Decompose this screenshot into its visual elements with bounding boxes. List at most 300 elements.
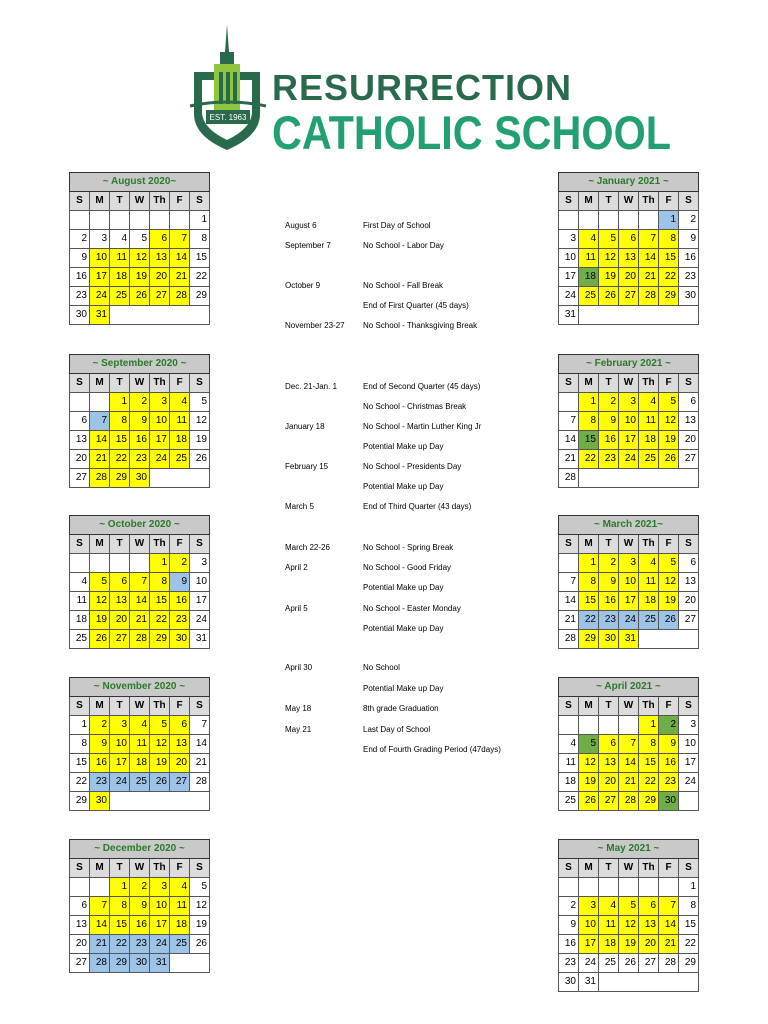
day-cell: 28 (559, 630, 579, 649)
weekday-header: W (619, 374, 639, 393)
day-cell: 10 (619, 573, 639, 592)
day-cell: 5 (90, 573, 110, 592)
day-cell: 10 (110, 735, 130, 754)
day-cell: 3 (110, 716, 130, 735)
day-cell: 30 (130, 469, 150, 488)
day-cell: 12 (90, 592, 110, 611)
weekday-header: M (90, 859, 110, 878)
day-cell: 6 (679, 554, 699, 573)
day-cell: 12 (150, 735, 170, 754)
weekday-header: Th (150, 374, 170, 393)
day-cell: 16 (90, 754, 110, 773)
day-cell: 4 (70, 573, 90, 592)
day-cell: 23 (659, 773, 679, 792)
weekday-header: S (70, 192, 90, 211)
day-cell: 9 (559, 916, 579, 935)
day-cell: 18 (559, 773, 579, 792)
weekday-header: Th (639, 535, 659, 554)
day-cell: 20 (70, 935, 90, 954)
empty-cell (559, 716, 579, 735)
day-cell: 2 (559, 897, 579, 916)
day-cell: 19 (659, 431, 679, 450)
event-description: Last Day of School (363, 725, 431, 734)
weekday-header: Th (639, 374, 659, 393)
weekday-header: W (619, 859, 639, 878)
weekday-header: S (679, 374, 699, 393)
month-calendar (558, 515, 699, 649)
empty-cell (110, 554, 130, 573)
day-cell: 4 (170, 393, 190, 412)
weekday-header: T (599, 535, 619, 554)
day-cell: 8 (579, 412, 599, 431)
day-cell: 27 (639, 954, 659, 973)
day-cell: 4 (559, 735, 579, 754)
events-list (285, 0, 545, 1024)
empty-cell (170, 954, 210, 973)
day-cell: 7 (90, 412, 110, 431)
day-cell: 19 (190, 431, 210, 450)
day-cell: 7 (559, 412, 579, 431)
day-cell: 30 (659, 792, 679, 811)
day-cell: 20 (619, 268, 639, 287)
day-cell: 14 (559, 592, 579, 611)
day-cell: 26 (150, 773, 170, 792)
day-cell: 9 (170, 573, 190, 592)
day-cell: 29 (579, 630, 599, 649)
weekday-header: M (579, 859, 599, 878)
day-cell: 27 (170, 773, 190, 792)
day-cell: 4 (130, 716, 150, 735)
day-cell: 29 (190, 287, 210, 306)
weekday-header: S (190, 697, 210, 716)
day-cell: 3 (559, 230, 579, 249)
day-cell: 17 (579, 935, 599, 954)
day-cell: 10 (150, 897, 170, 916)
weekday-header: T (599, 697, 619, 716)
day-cell: 4 (170, 878, 190, 897)
weekday-header: F (170, 535, 190, 554)
weekday-header: S (679, 192, 699, 211)
weekday-header: S (559, 859, 579, 878)
day-cell: 18 (130, 754, 150, 773)
month-title: ~ September 2020 ~ (70, 355, 210, 374)
weekday-header: S (190, 192, 210, 211)
day-cell: 13 (170, 735, 190, 754)
day-cell: 28 (90, 469, 110, 488)
day-cell: 5 (579, 735, 599, 754)
day-cell: 19 (599, 268, 619, 287)
day-cell: 31 (150, 954, 170, 973)
day-cell: 30 (170, 630, 190, 649)
day-cell: 22 (579, 450, 599, 469)
day-cell: 22 (639, 773, 659, 792)
day-cell: 22 (659, 268, 679, 287)
day-cell: 24 (619, 450, 639, 469)
day-cell: 2 (130, 393, 150, 412)
day-cell: 16 (130, 431, 150, 450)
weekday-header: T (599, 859, 619, 878)
day-cell: 18 (639, 431, 659, 450)
empty-cell (579, 469, 699, 488)
day-cell: 4 (599, 897, 619, 916)
empty-cell (619, 878, 639, 897)
day-cell: 31 (559, 306, 579, 325)
day-cell: 15 (679, 916, 699, 935)
month-title: ~ May 2021 ~ (559, 840, 699, 859)
weekday-header: W (130, 697, 150, 716)
day-cell: 11 (110, 249, 130, 268)
event-description: Potential Make up Day (363, 442, 444, 451)
day-cell: 23 (70, 287, 90, 306)
weekday-header: T (599, 192, 619, 211)
weekday-header: F (170, 374, 190, 393)
event-description: Potential Make up Day (363, 583, 444, 592)
event-description: No School - Labor Day (363, 241, 444, 250)
event-description: First Day of School (363, 221, 431, 230)
day-cell: 20 (70, 450, 90, 469)
day-cell: 6 (599, 735, 619, 754)
day-cell: 22 (110, 450, 130, 469)
weekday-header: S (679, 697, 699, 716)
day-cell: 25 (579, 287, 599, 306)
weekday-header: S (679, 859, 699, 878)
day-cell: 25 (639, 450, 659, 469)
weekday-header: T (599, 374, 619, 393)
day-cell: 26 (619, 954, 639, 973)
day-cell: 20 (110, 611, 130, 630)
day-cell: 14 (170, 249, 190, 268)
day-cell: 17 (150, 916, 170, 935)
day-cell: 7 (190, 716, 210, 735)
school-crest-icon (186, 22, 270, 154)
day-cell: 10 (190, 573, 210, 592)
day-cell: 5 (150, 716, 170, 735)
empty-cell (70, 878, 90, 897)
day-cell: 21 (130, 611, 150, 630)
day-cell: 13 (639, 916, 659, 935)
day-cell: 9 (599, 573, 619, 592)
day-cell: 17 (679, 754, 699, 773)
day-cell: 1 (579, 554, 599, 573)
day-cell: 19 (90, 611, 110, 630)
day-cell: 12 (619, 916, 639, 935)
empty-cell (679, 792, 699, 811)
day-cell: 21 (170, 268, 190, 287)
day-cell: 18 (110, 268, 130, 287)
day-cell: 1 (110, 393, 130, 412)
event-description: End of Second Quarter (45 days) (363, 382, 481, 391)
event-description: No School - Martin Luther King Jr (363, 422, 482, 431)
event-description: Potential Make up Day (363, 624, 444, 633)
day-cell: 10 (679, 735, 699, 754)
event-description: No School - Spring Break (363, 543, 454, 552)
day-cell: 28 (619, 792, 639, 811)
day-cell: 2 (130, 878, 150, 897)
day-cell: 27 (150, 287, 170, 306)
day-cell: 26 (659, 450, 679, 469)
empty-cell (90, 393, 110, 412)
day-cell: 22 (150, 611, 170, 630)
day-cell: 2 (70, 230, 90, 249)
empty-cell (130, 554, 150, 573)
weekday-header: S (190, 859, 210, 878)
day-cell: 16 (130, 916, 150, 935)
event-description: End of Third Quarter (43 days) (363, 502, 472, 511)
day-cell: 1 (190, 211, 210, 230)
empty-cell (599, 716, 619, 735)
day-cell: 30 (679, 287, 699, 306)
day-cell: 22 (110, 935, 130, 954)
day-cell: 15 (110, 431, 130, 450)
empty-cell (639, 630, 699, 649)
day-cell: 24 (110, 773, 130, 792)
day-cell: 17 (559, 268, 579, 287)
event-description: No School - Presidents Day (363, 462, 462, 471)
day-cell: 3 (619, 393, 639, 412)
day-cell: 7 (170, 230, 190, 249)
day-cell: 28 (170, 287, 190, 306)
day-cell: 5 (190, 878, 210, 897)
event-description: No School - Easter Monday (363, 604, 461, 613)
day-cell: 23 (599, 450, 619, 469)
empty-cell (90, 878, 110, 897)
weekday-header: S (190, 374, 210, 393)
empty-cell (639, 211, 659, 230)
day-cell: 12 (130, 249, 150, 268)
day-cell: 8 (190, 230, 210, 249)
day-cell: 1 (639, 716, 659, 735)
day-cell: 9 (70, 249, 90, 268)
day-cell: 13 (599, 754, 619, 773)
weekday-header: Th (150, 192, 170, 211)
weekday-header: F (170, 859, 190, 878)
day-cell: 17 (90, 268, 110, 287)
day-cell: 10 (150, 412, 170, 431)
empty-cell (579, 716, 599, 735)
day-cell: 23 (130, 935, 150, 954)
empty-cell (559, 211, 579, 230)
day-cell: 8 (639, 735, 659, 754)
day-cell: 11 (70, 592, 90, 611)
day-cell: 30 (130, 954, 150, 973)
day-cell: 8 (110, 897, 130, 916)
day-cell: 20 (679, 431, 699, 450)
empty-cell (599, 878, 619, 897)
day-cell: 15 (639, 754, 659, 773)
day-cell: 25 (599, 954, 619, 973)
day-cell: 24 (679, 773, 699, 792)
month-title: ~ February 2021 ~ (559, 355, 699, 374)
event-date: May 21 (285, 725, 312, 734)
day-cell: 6 (170, 716, 190, 735)
event-date: March 22-26 (285, 543, 330, 552)
day-cell: 19 (130, 268, 150, 287)
month-title: ~ August 2020~ (70, 173, 210, 192)
day-cell: 8 (579, 573, 599, 592)
month-title: ~ March 2021~ (559, 516, 699, 535)
day-cell: 23 (170, 611, 190, 630)
weekday-header: M (579, 192, 599, 211)
day-cell: 28 (639, 287, 659, 306)
day-cell: 19 (150, 754, 170, 773)
day-cell: 1 (659, 211, 679, 230)
day-cell: 24 (150, 935, 170, 954)
empty-cell (70, 554, 90, 573)
empty-cell (110, 306, 210, 325)
day-cell: 17 (619, 592, 639, 611)
day-cell: 24 (559, 287, 579, 306)
weekday-header: S (679, 535, 699, 554)
event-date: August 6 (285, 221, 317, 230)
day-cell: 25 (170, 450, 190, 469)
weekday-header: Th (639, 192, 659, 211)
day-cell: 8 (70, 735, 90, 754)
weekday-header: M (579, 535, 599, 554)
day-cell: 13 (679, 412, 699, 431)
day-cell: 29 (70, 792, 90, 811)
day-cell: 5 (599, 230, 619, 249)
empty-cell (150, 211, 170, 230)
weekday-header: T (110, 535, 130, 554)
day-cell: 13 (619, 249, 639, 268)
day-cell: 19 (659, 592, 679, 611)
day-cell: 25 (170, 935, 190, 954)
weekday-header: M (90, 697, 110, 716)
weekday-header: Th (639, 697, 659, 716)
day-cell: 1 (150, 554, 170, 573)
event-date: November 23-27 (285, 321, 345, 330)
weekday-header: T (110, 697, 130, 716)
day-cell: 27 (679, 450, 699, 469)
empty-cell (579, 211, 599, 230)
day-cell: 28 (130, 630, 150, 649)
day-cell: 29 (659, 287, 679, 306)
day-cell: 25 (639, 611, 659, 630)
event-date: January 18 (285, 422, 325, 431)
day-cell: 24 (90, 287, 110, 306)
weekday-header: S (190, 535, 210, 554)
weekday-header: W (619, 535, 639, 554)
day-cell: 25 (110, 287, 130, 306)
day-cell: 10 (579, 916, 599, 935)
day-cell: 6 (639, 897, 659, 916)
day-cell: 14 (130, 592, 150, 611)
day-cell: 20 (679, 592, 699, 611)
day-cell: 7 (639, 230, 659, 249)
weekday-header: M (579, 697, 599, 716)
day-cell: 11 (639, 412, 659, 431)
month-calendar (558, 839, 699, 992)
month-calendar (558, 354, 699, 488)
day-cell: 6 (619, 230, 639, 249)
event-description: No School - Good Friday (363, 563, 452, 572)
day-cell: 23 (599, 611, 619, 630)
weekday-header: Th (639, 859, 659, 878)
day-cell: 24 (619, 611, 639, 630)
weekday-header: F (659, 859, 679, 878)
empty-cell (130, 211, 150, 230)
day-cell: 26 (130, 287, 150, 306)
day-cell: 11 (130, 735, 150, 754)
day-cell: 24 (579, 954, 599, 973)
day-cell: 2 (90, 716, 110, 735)
empty-cell (70, 211, 90, 230)
day-cell: 23 (559, 954, 579, 973)
event-date: April 2 (285, 563, 308, 572)
day-cell: 15 (659, 249, 679, 268)
day-cell: 31 (579, 973, 599, 992)
day-cell: 3 (190, 554, 210, 573)
day-cell: 27 (110, 630, 130, 649)
empty-cell (150, 469, 210, 488)
weekday-header: F (659, 374, 679, 393)
day-cell: 10 (559, 249, 579, 268)
empty-cell (90, 211, 110, 230)
day-cell: 22 (70, 773, 90, 792)
day-cell: 14 (559, 431, 579, 450)
weekday-header: W (130, 374, 150, 393)
day-cell: 13 (110, 592, 130, 611)
event-description: Potential Make up Day (363, 482, 444, 491)
month-calendar (558, 677, 699, 811)
day-cell: 26 (190, 450, 210, 469)
day-cell: 20 (599, 773, 619, 792)
day-cell: 9 (679, 230, 699, 249)
event-description: No School - Christmas Break (363, 402, 467, 411)
day-cell: 19 (579, 773, 599, 792)
day-cell: 5 (659, 393, 679, 412)
weekday-header: M (90, 535, 110, 554)
day-cell: 18 (170, 916, 190, 935)
day-cell: 29 (110, 954, 130, 973)
weekday-header: F (659, 192, 679, 211)
day-cell: 27 (70, 469, 90, 488)
weekday-header: M (90, 374, 110, 393)
day-cell: 15 (579, 592, 599, 611)
day-cell: 23 (679, 268, 699, 287)
day-cell: 20 (150, 268, 170, 287)
weekday-header: F (170, 192, 190, 211)
day-cell: 11 (599, 916, 619, 935)
day-cell: 28 (559, 469, 579, 488)
weekday-header: S (559, 535, 579, 554)
empty-cell (639, 878, 659, 897)
empty-cell (170, 211, 190, 230)
day-cell: 2 (659, 716, 679, 735)
event-date: April 5 (285, 604, 308, 613)
day-cell: 14 (639, 249, 659, 268)
day-cell: 18 (70, 611, 90, 630)
empty-cell (579, 306, 699, 325)
day-cell: 27 (679, 611, 699, 630)
day-cell: 7 (659, 897, 679, 916)
day-cell: 7 (130, 573, 150, 592)
empty-cell (659, 878, 679, 897)
day-cell: 9 (659, 735, 679, 754)
day-cell: 25 (130, 773, 150, 792)
weekday-header: M (579, 374, 599, 393)
weekday-header: Th (150, 697, 170, 716)
day-cell: 23 (90, 773, 110, 792)
month-calendar (558, 172, 699, 325)
day-cell: 16 (599, 592, 619, 611)
day-cell: 16 (679, 249, 699, 268)
event-date: October 9 (285, 281, 321, 290)
day-cell: 7 (559, 573, 579, 592)
empty-cell (559, 393, 579, 412)
day-cell: 17 (150, 431, 170, 450)
event-description: End of First Quarter (45 days) (363, 301, 469, 310)
